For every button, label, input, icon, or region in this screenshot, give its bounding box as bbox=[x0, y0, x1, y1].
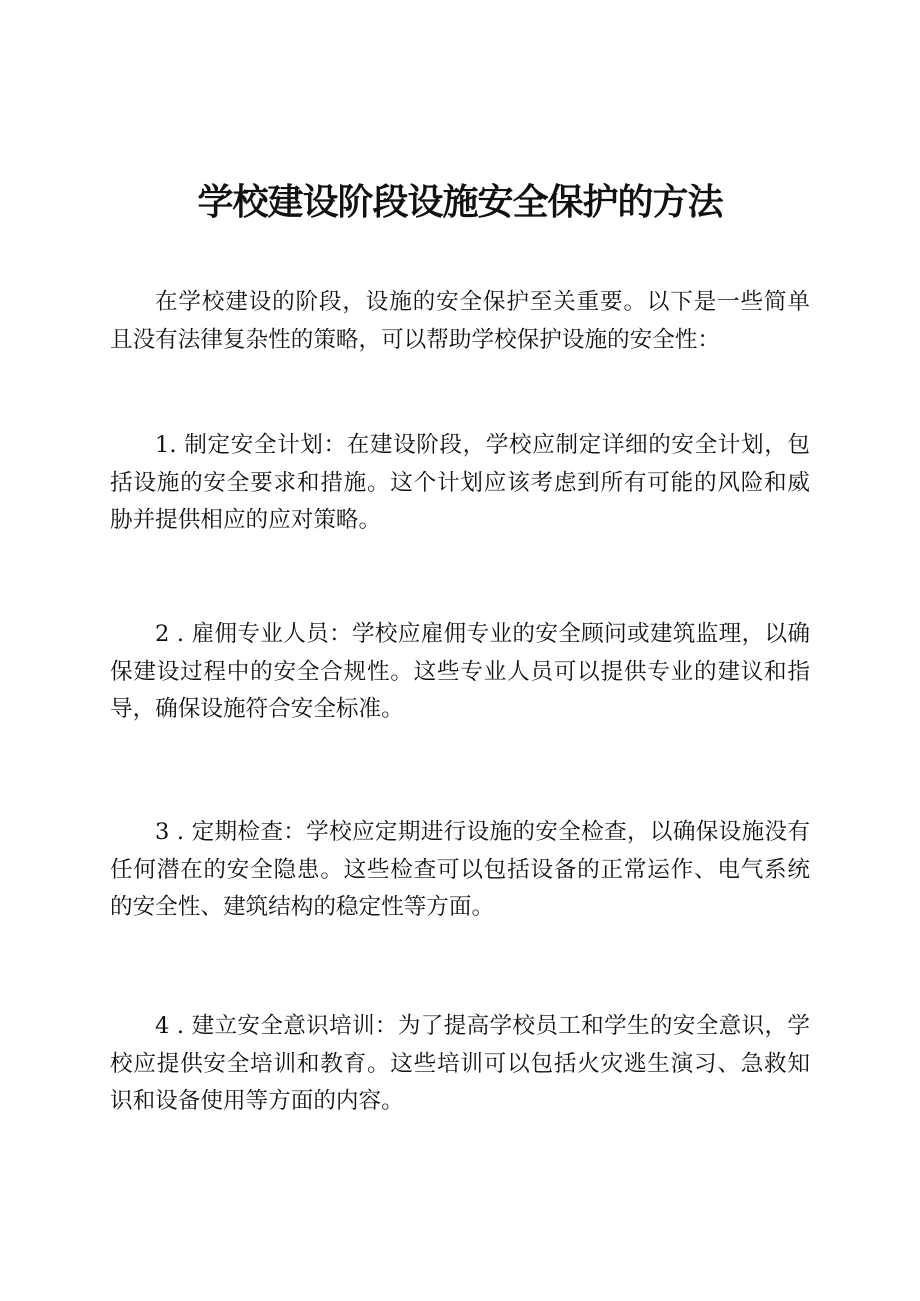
list-item-3: 3 . 定期检查：学校应定期进行设施的安全检查，以确保设施没有任何潜在的安全隐患。这些检查可以包括设备的正常运作、电气系统的安全性、建筑结构的稳定性等方面。 bbox=[110, 819, 810, 920]
intro-paragraph: 在学校建设的阶段，设施的安全保护至关重要。以下是一些简单且没有法律复杂性的策略，可以帮助学校保护设施的安全性： bbox=[110, 289, 810, 353]
list-item-1: 1. 制定安全计划：在建设阶段，学校应制定详细的安全计划，包括设施的安全要求和措施。这个计划应该考虑到所有可能的风险和威胁并提供相应的应对策略。 bbox=[110, 432, 810, 533]
list-item-2: 2 . 雇佣专业人员：学校应雇佣专业的安全顾问或建筑监理，以确保建设过程中的安全合规性。这些专业人员可以提供专业的建议和指导，确保设施符合安全标准。 bbox=[110, 621, 810, 722]
page-title: 学校建设阶段设施安全保护的方法 bbox=[197, 182, 723, 223]
list-item-4: 4 . 建立安全意识培训：为了提高学校员工和学生的安全意识，学校应提供安全培训和教育。这些培训可以包括火灾逃生演习、急救知识和设备使用等方面的内容。 bbox=[110, 1013, 810, 1114]
